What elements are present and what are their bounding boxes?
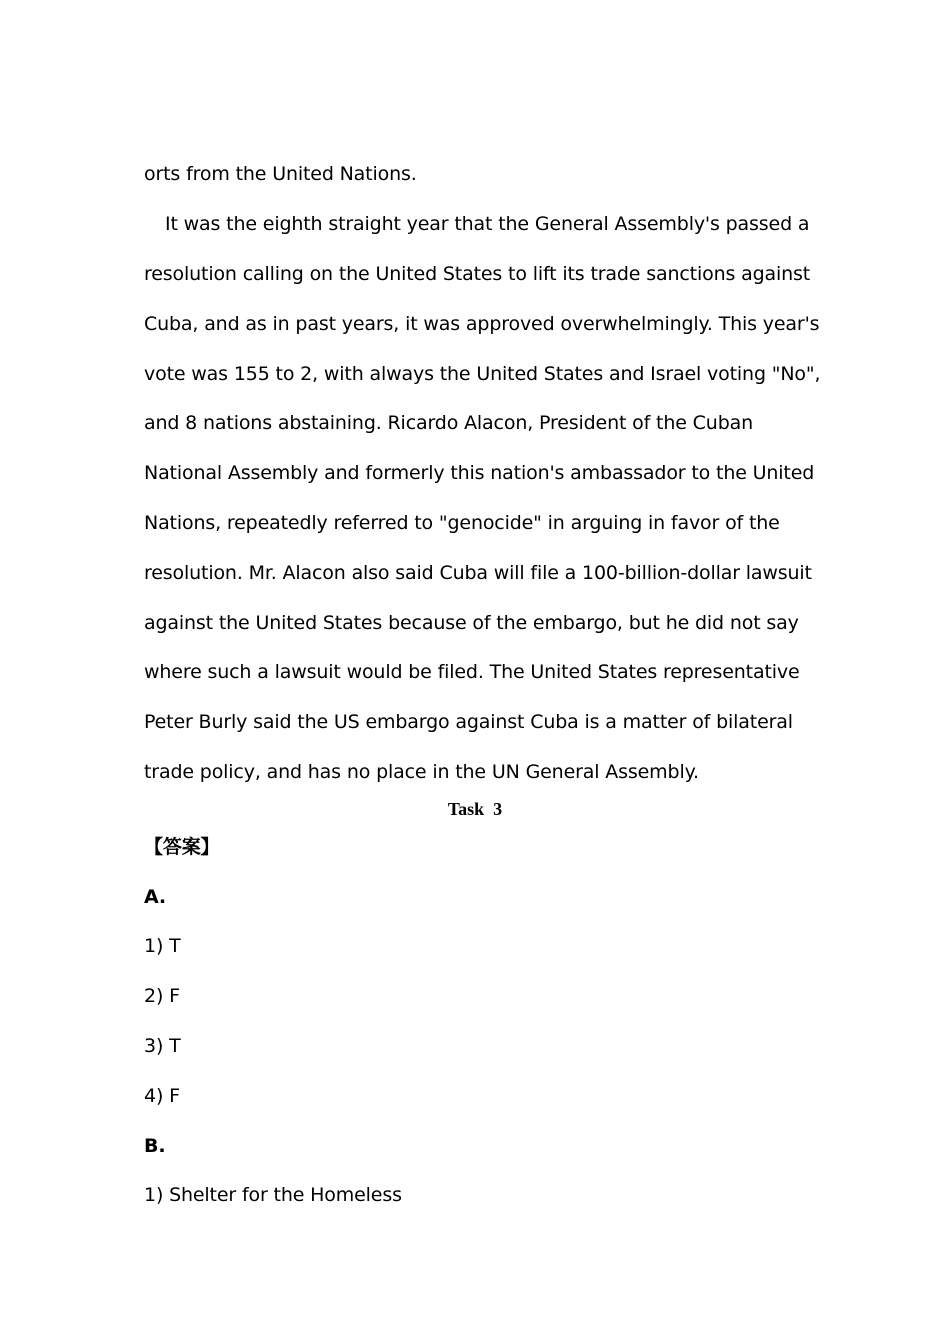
passage-line: It was the eighth straight year that the General Assembly's passed a: [165, 213, 810, 235]
section-a-label: A.: [144, 886, 166, 908]
answer-heading: 【答案】: [144, 836, 220, 858]
passage-line: Nations, repeatedly referred to "genocide" in arguing in favor of the: [144, 512, 780, 534]
section-b-label: B.: [144, 1135, 166, 1157]
passage-line: against the United States because of the embargo, but he did not say: [144, 612, 799, 634]
section-a-item: 3) T: [144, 1035, 181, 1057]
passage-line: where such a lawsuit would be filed. The United States representative: [144, 661, 800, 683]
section-b-item: 1) Shelter for the Homeless: [144, 1184, 402, 1206]
passage-line: Peter Burly said the US embargo against Cuba is a matter of bilateral: [144, 711, 793, 733]
passage-line: vote was 155 to 2, with always the United States and Israel voting "No",: [144, 363, 821, 385]
section-a-item: 2) F: [144, 985, 180, 1007]
passage-line: Cuba, and as in past years, it was approved overwhelmingly. This year's: [144, 313, 820, 335]
section-a-item: 4) F: [144, 1085, 180, 1107]
passage-line: and 8 nations abstaining. Ricardo Alacon, President of the Cuban: [144, 412, 753, 434]
passage-line: trade policy, and has no place in the UN General Assembly.: [144, 761, 699, 783]
task-heading: Task 3: [447, 799, 503, 819]
section-a-item: 1) T: [144, 935, 181, 957]
passage-line: National Assembly and formerly this nation's ambassador to the United: [144, 462, 815, 484]
passage-line: resolution. Mr. Alacon also said Cuba will file a 100-billion-dollar lawsuit: [144, 562, 812, 584]
passage-line: orts from the United Nations.: [144, 163, 417, 185]
passage-line: resolution calling on the United States to lift its trade sanctions against: [144, 263, 811, 285]
